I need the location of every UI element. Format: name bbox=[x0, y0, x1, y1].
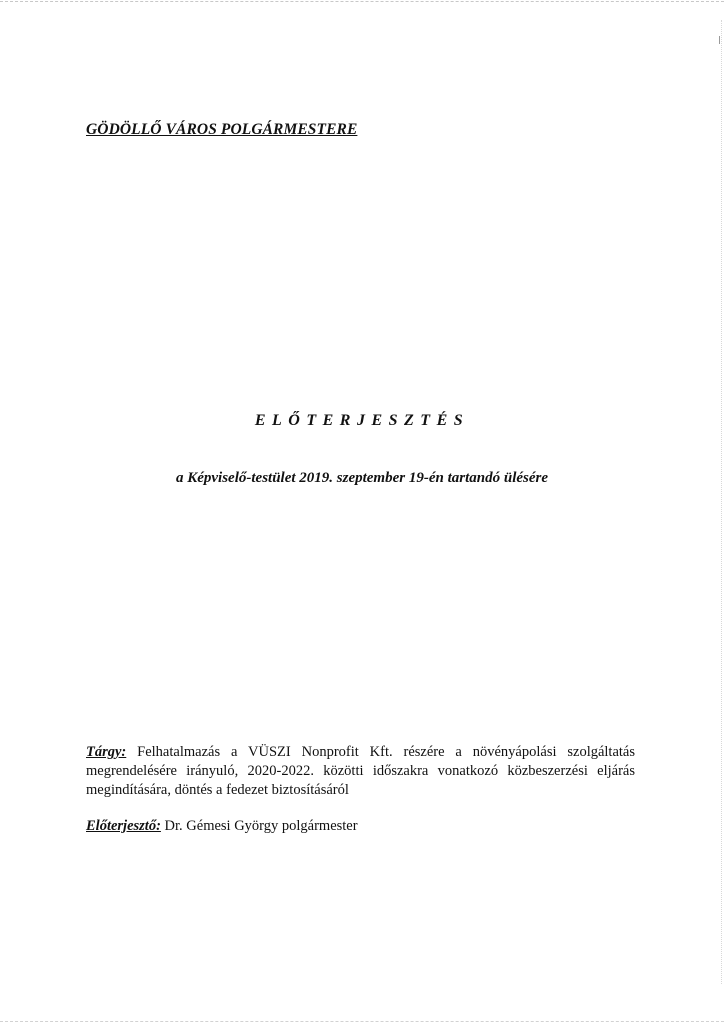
presenter-name: Dr. Gémesi György polgármester bbox=[164, 818, 358, 834]
scan-edge-bottom bbox=[0, 1021, 724, 1022]
presenter-label: Előterjesztő: bbox=[86, 818, 161, 834]
scan-mark bbox=[719, 36, 720, 44]
issuer-heading: GÖDÖLLŐ VÁROS POLGÁRMESTERE bbox=[86, 121, 358, 138]
document-subtitle: a Képviselő-testület 2019. szeptember 19-én tartandó ülésére bbox=[175, 470, 549, 486]
scan-edge-right bbox=[721, 20, 722, 984]
subject-label: Tárgy: bbox=[86, 744, 127, 760]
subject-text: Felhatalmazás a VÜSZI Nonprofit Kft. részére a növényápolási szolgáltatás megrendelésére irányuló, 2020-2022. közötti időszakra vonatkozó közbeszerzési eljárás megindítására, döntés a fedezet biztosításáról bbox=[86, 744, 636, 798]
subject-paragraph bbox=[86, 743, 635, 800]
scan-edge-top bbox=[0, 1, 724, 2]
document-title: ELŐTERJESZTÉS bbox=[254, 412, 470, 429]
presenter-line bbox=[86, 818, 358, 835]
